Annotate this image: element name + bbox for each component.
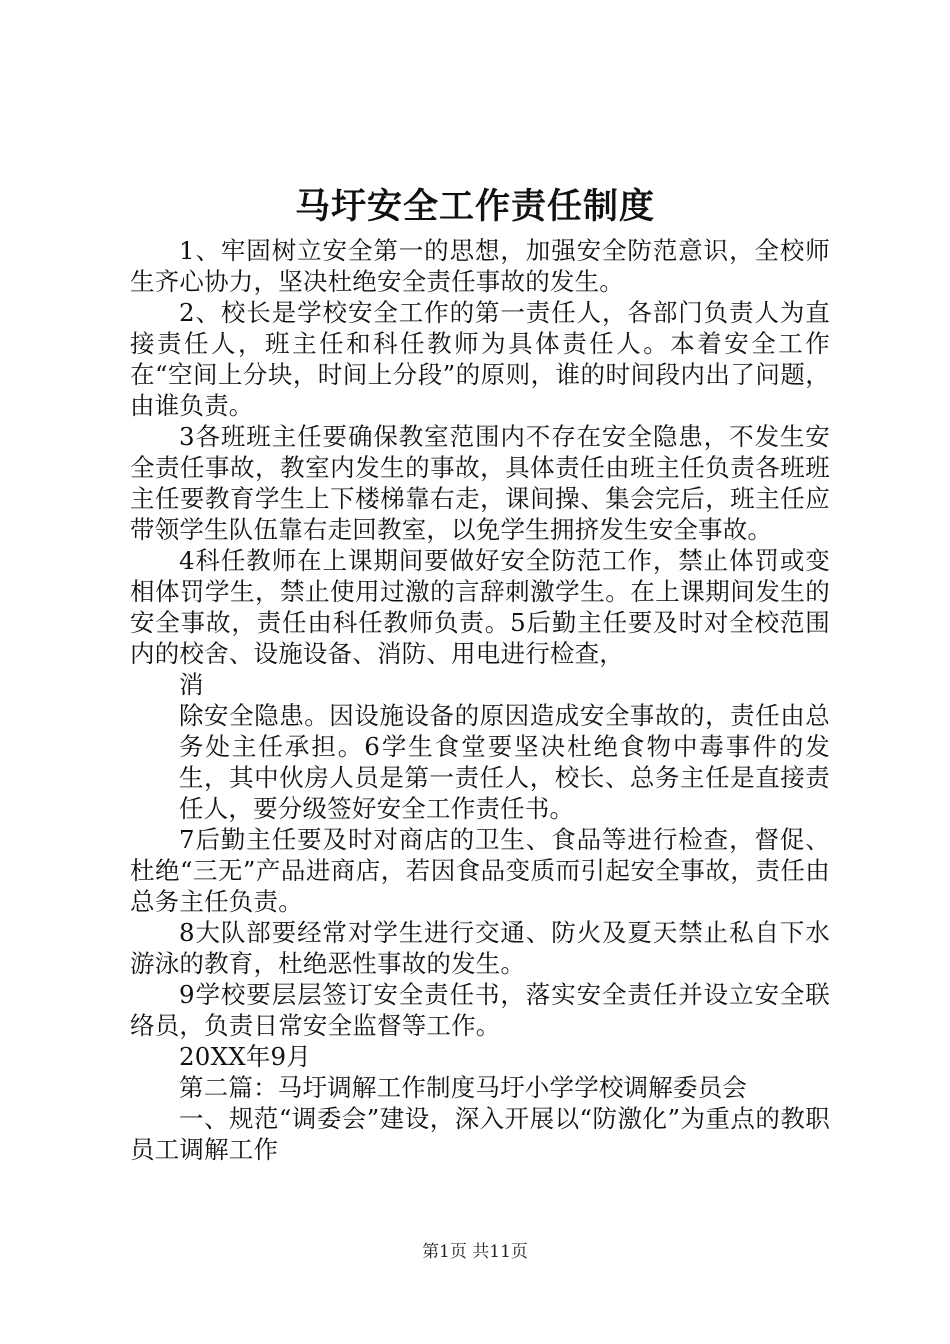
paragraph: 9学校要层层签订安全责任书，落实安全责任并设立安全联络员，负责日常安全监督等工作。 (130, 980, 830, 1040)
paragraph: 消 (179, 670, 204, 699)
section-heading: 第二篇：马圩调解工作制度马圩小学学校调解委员会 (179, 1073, 748, 1102)
paragraph: 除安全隐患。因设施设备的原因造成安全事故的，责任由总务处主任承担。6学生食堂要坚决杜绝食物中毒事件的发生，其中伙房人员是第一责任人，校长、总务主任是直接责任人，要分级签好安全工作责任书。 (179, 701, 830, 823)
paragraph: 8大队部要经常对学生进行交通、防火及夏天禁止私自下水游泳的教育，杜绝恶性事故的发生。 (130, 918, 830, 978)
paragraph: 一、规范“调委会”建设，深入开展以“防激化”为重点的教职员工调解工作 (130, 1104, 830, 1164)
paragraph: 2、校长是学校安全工作的第一责任人，各部门负责人为直接责任人，班主任和科任教师为具体责任人。本着安全工作在“空间上分块，时间上分段”的原则，谁的时间段内出了问题，由谁负责。 (130, 298, 830, 420)
document-title: 马圩安全工作责任制度 (294, 186, 655, 227)
date-line: 20XX年9月 (179, 1042, 312, 1071)
paragraph: 3各班班主任要确保教室范围内不存在安全隐患，不发生安全责任事故，教室内发生的事故，具体责任由班主任负责各班班主任要教育学生上下楼梯靠右走，课间操、集会完后，班主任应带领学生队伍靠右走回教室，以免学生拥挤发生安全事故。 (130, 422, 830, 544)
paragraph: 7后勤主任要及时对商店的卫生、食品等进行检查，督促、杜绝“三无”产品进商店，若因食品变质而引起安全事故，责任由总务主任负责。 (130, 825, 830, 916)
page-number-footer: 第1页 共11页 (422, 1242, 528, 1262)
paragraph: 4科任教师在上课期间要做好安全防范工作，禁止体罚或变相体罚学生，禁止使用过激的言辞刺激学生。在上课期间发生的安全事故，责任由科任教师负责。5后勤主任要及时对全校范围内的校舍、设施设备、消防、用电进行检查， (130, 546, 830, 668)
document-body (130, 235, 830, 1165)
paragraph: 1、牢固树立安全第一的思想，加强安全防范意识，全校师生齐心协力，坚决杜绝安全责任事故的发生。 (130, 236, 830, 296)
